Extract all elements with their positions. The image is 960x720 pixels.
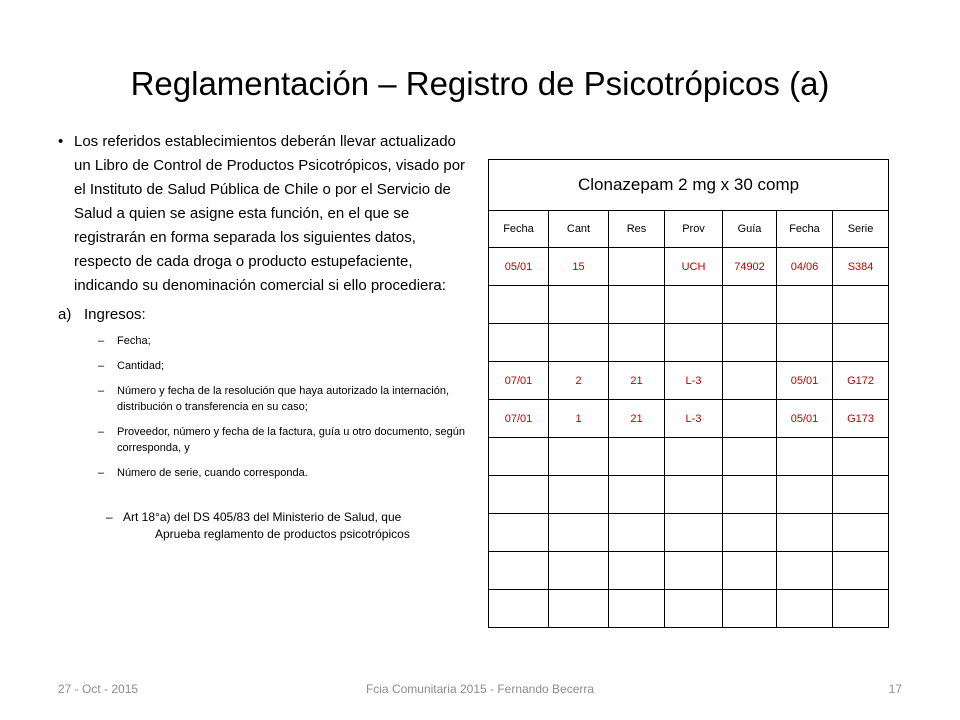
table-cell: 21 bbox=[609, 400, 665, 438]
table-cell bbox=[723, 590, 777, 628]
list-item: – Número y fecha de la resolución que haya autorizado la internación, distribución o transferencia en su caso; bbox=[98, 383, 468, 415]
table-cell bbox=[665, 476, 723, 514]
table-cell bbox=[549, 324, 609, 362]
table-cell bbox=[833, 286, 889, 324]
table-row bbox=[489, 590, 889, 628]
slide-title: Reglamentación – Registro de Psicotrópicos (a) bbox=[130, 65, 830, 102]
table-cell: 05/01 bbox=[489, 248, 549, 286]
table-cell bbox=[665, 514, 723, 552]
table-cell bbox=[609, 476, 665, 514]
column-header: Guía bbox=[723, 211, 777, 248]
legal-citation bbox=[106, 509, 468, 543]
table-cell bbox=[665, 552, 723, 590]
footer-date: 27 - Oct - 2015 bbox=[58, 682, 139, 696]
table-cell bbox=[833, 438, 889, 476]
table-row bbox=[489, 438, 889, 476]
table-cell: 05/01 bbox=[777, 400, 833, 438]
table-cell bbox=[549, 514, 609, 552]
table-cell: S384 bbox=[833, 248, 889, 286]
table-cell bbox=[549, 438, 609, 476]
table-cell: 05/01 bbox=[777, 362, 833, 400]
table-cell: 04/06 bbox=[777, 248, 833, 286]
citation-line: Aprueba reglamento de productos psicotrópicos bbox=[155, 527, 410, 541]
column-header: Serie bbox=[833, 211, 889, 248]
table-cell: 74902 bbox=[723, 248, 777, 286]
table-cell bbox=[665, 590, 723, 628]
table-cell bbox=[665, 324, 723, 362]
table-cell bbox=[549, 552, 609, 590]
table-cell: 07/01 bbox=[489, 362, 549, 400]
table-row bbox=[489, 514, 889, 552]
table-cell bbox=[609, 438, 665, 476]
table-cell bbox=[723, 552, 777, 590]
section-marker: a) bbox=[58, 306, 72, 323]
table-cell bbox=[549, 476, 609, 514]
table-cell: UCH bbox=[665, 248, 723, 286]
table-cell bbox=[723, 324, 777, 362]
table-cell bbox=[723, 476, 777, 514]
footer-course: Fcia Comunitaria 2015 - Fernando Becerra bbox=[365, 682, 595, 696]
table-cell bbox=[665, 438, 723, 476]
table-row bbox=[489, 400, 889, 438]
ledger-caption: Clonazepam 2 mg x 30 comp bbox=[489, 160, 889, 211]
body-text bbox=[58, 130, 468, 543]
list-item: – Proveedor, número y fecha de la factura, guía u otro documento, según corresponda, y bbox=[98, 424, 468, 456]
column-header: Fecha bbox=[489, 211, 549, 248]
table-cell bbox=[609, 248, 665, 286]
table-cell bbox=[777, 324, 833, 362]
table-cell bbox=[777, 438, 833, 476]
column-header: Res bbox=[609, 211, 665, 248]
table-cell bbox=[609, 514, 665, 552]
table-cell bbox=[833, 324, 889, 362]
citation-line: – Art 18°a) del DS 405/83 del Ministerio de Salud, que bbox=[123, 510, 402, 524]
column-header: Fecha bbox=[777, 211, 833, 248]
ingresos-list bbox=[98, 333, 468, 481]
table-cell bbox=[777, 286, 833, 324]
table-row bbox=[489, 362, 889, 400]
section-heading bbox=[58, 303, 468, 327]
table-cell bbox=[609, 324, 665, 362]
table-cell: 1 bbox=[549, 400, 609, 438]
table-cell bbox=[777, 590, 833, 628]
table-cell bbox=[833, 514, 889, 552]
table-cell: 15 bbox=[549, 248, 609, 286]
table-row bbox=[489, 248, 889, 286]
table-cell bbox=[777, 552, 833, 590]
table-row bbox=[489, 552, 889, 590]
table-cell bbox=[489, 590, 549, 628]
table-cell: 07/01 bbox=[489, 400, 549, 438]
list-item: – Fecha; bbox=[98, 333, 468, 349]
intro-bullet: • Los referidos establecimientos deberán llevar actualizado un Libro de Control de Productos Psicotrópicos, visado por el Instituto de Salud Pública de Chile o por el Servicio de Salud a quien se asigne esta función, en el que se registrarán en forma separada los siguientes datos, respecto de cada droga o producto estupefaciente, indicando su denominación comercial si ello procediera: bbox=[58, 130, 468, 298]
table-cell: 2 bbox=[549, 362, 609, 400]
table-cell bbox=[609, 552, 665, 590]
table-cell bbox=[609, 590, 665, 628]
table-cell bbox=[833, 552, 889, 590]
column-header: Cant bbox=[549, 211, 609, 248]
page-number: 17 bbox=[888, 682, 902, 696]
table-cell bbox=[489, 286, 549, 324]
table-row bbox=[489, 476, 889, 514]
table-cell bbox=[489, 476, 549, 514]
table-cell bbox=[723, 514, 777, 552]
table-cell bbox=[665, 286, 723, 324]
table-cell: G173 bbox=[833, 400, 889, 438]
table-cell bbox=[723, 362, 777, 400]
table-cell bbox=[777, 514, 833, 552]
table-cell: L-3 bbox=[665, 362, 723, 400]
table-cell bbox=[833, 476, 889, 514]
control-ledger-table bbox=[488, 159, 889, 628]
table-cell bbox=[777, 476, 833, 514]
section-label: Ingresos: bbox=[84, 306, 146, 323]
table-cell bbox=[549, 590, 609, 628]
table-cell bbox=[723, 286, 777, 324]
table-cell bbox=[489, 552, 549, 590]
table-cell bbox=[833, 590, 889, 628]
table-cell bbox=[723, 400, 777, 438]
table-cell bbox=[723, 438, 777, 476]
table-cell bbox=[489, 438, 549, 476]
table-cell bbox=[549, 286, 609, 324]
table-cell: G172 bbox=[833, 362, 889, 400]
column-header: Prov bbox=[665, 211, 723, 248]
table-cell bbox=[489, 514, 549, 552]
table-row bbox=[489, 286, 889, 324]
list-item: – Cantidad; bbox=[98, 358, 468, 374]
table-cell bbox=[489, 324, 549, 362]
table-cell: L-3 bbox=[665, 400, 723, 438]
table-cell: 21 bbox=[609, 362, 665, 400]
table-row bbox=[489, 324, 889, 362]
list-item: – Número de serie, cuando corresponda. bbox=[98, 465, 468, 481]
table-cell bbox=[609, 286, 665, 324]
